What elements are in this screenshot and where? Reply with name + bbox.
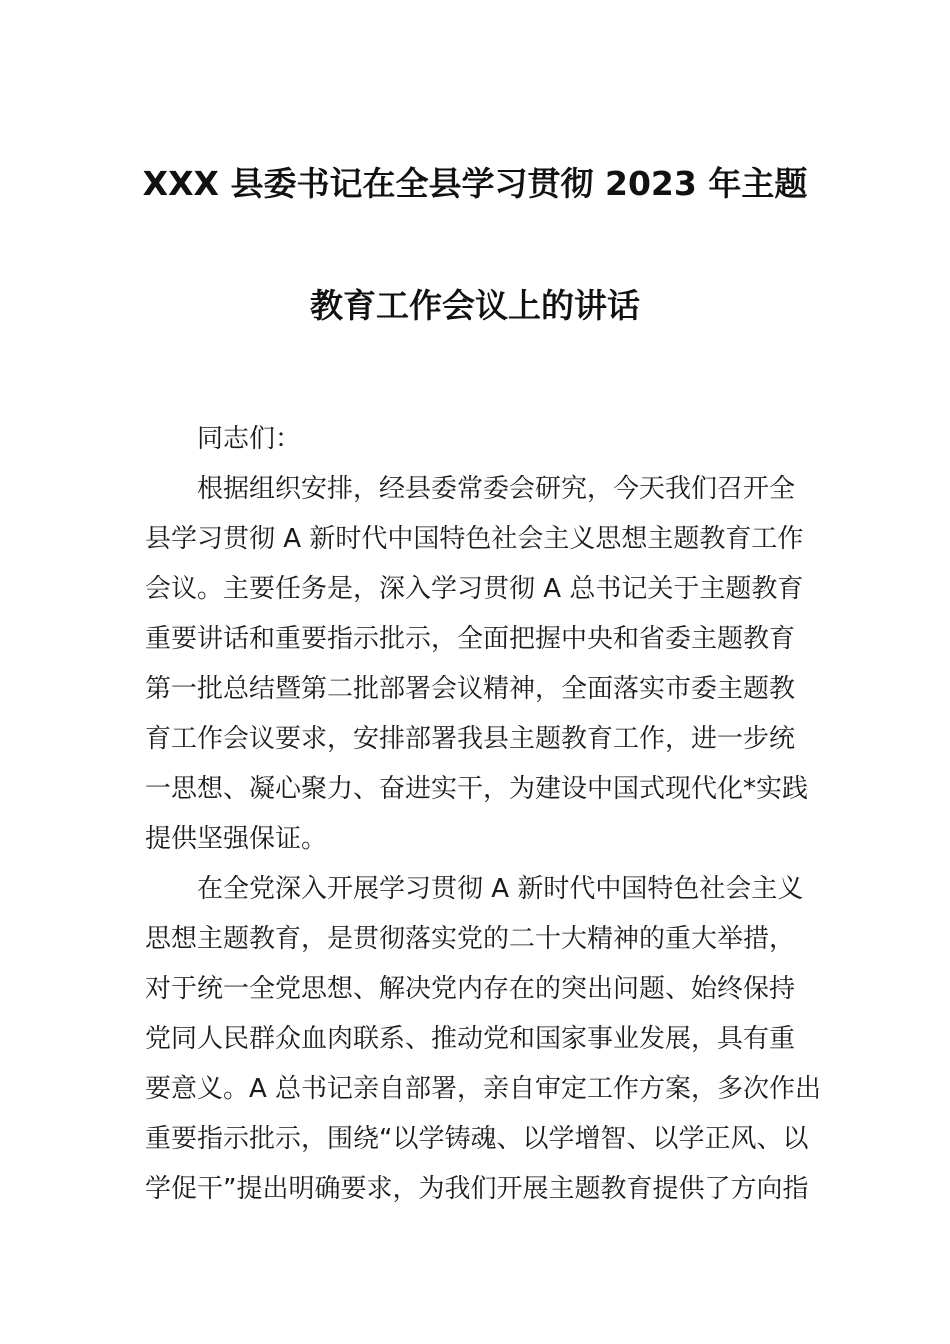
paragraph-line: 党同人民群众血肉联系、推动党和国家事业发展，具有重 (145, 1024, 796, 1054)
paragraph-line: 对于统一全党思想、解决党内存在的突出问题、始终保持 (145, 974, 796, 1004)
document-title-line-1: XXX 县委书记在全县学习贯彻 2023 年主题 (142, 164, 808, 203)
document-title-line-2: 教育工作会议上的讲话 (310, 286, 640, 325)
paragraph-line: 根据组织安排，经县委常委会研究，今天我们召开全 (197, 474, 796, 504)
paragraph-line: 会议。主要任务是，深入学习贯彻 A 总书记关于主题教育 (145, 574, 804, 604)
paragraph-line: 一思想、凝心聚力、奋进实干，为建设中国式现代化*实践 (145, 774, 809, 804)
paragraph-line: 要意义。A 总书记亲自部署，亲自审定工作方案，多次作出 (145, 1074, 822, 1104)
paragraph-line: 第一批总结暨第二批部署会议精神，全面落实市委主题教 (145, 674, 796, 704)
paragraph-line: 重要讲话和重要指示批示，全面把握中央和省委主题教育 (145, 624, 796, 654)
salutation: 同志们： (197, 424, 302, 454)
paragraph-line: 提供坚强保证。 (145, 824, 328, 854)
paragraph-line: 在全党深入开展学习贯彻 A 新时代中国特色社会主义 (197, 874, 804, 904)
document-body (145, 414, 822, 1214)
paragraph-2 (145, 864, 822, 1214)
paragraph-line: 思想主题教育，是贯彻落实党的二十大精神的重大举措， (145, 924, 796, 954)
paragraph-line: 县学习贯彻 A 新时代中国特色社会主义思想主题教育工作 (145, 524, 804, 554)
paragraph-line: 学促干”提出明确要求，为我们开展主题教育提供了方向指 (145, 1174, 809, 1204)
paragraph-line: 育工作会议要求，安排部署我县主题教育工作，进一步统 (145, 724, 796, 754)
paragraph-1 (145, 464, 810, 864)
paragraph-line: 重要指示批示，围绕“以学铸魂、以学增智、以学正风、以 (145, 1124, 809, 1154)
